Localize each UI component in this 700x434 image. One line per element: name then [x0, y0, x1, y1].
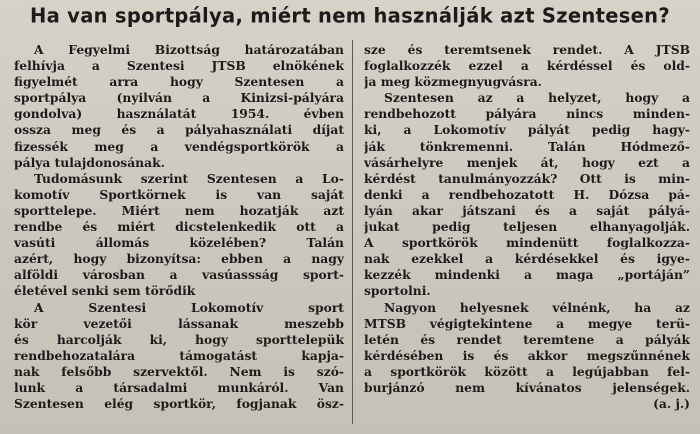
- text-line: kezzék mindenki a maga „portáján”: [364, 267, 690, 283]
- text-line: A sportkörök mindenütt foglalkozza-: [364, 235, 690, 251]
- text-line: nak felsőbb szervektől. Nem is szó-: [14, 363, 344, 379]
- column-divider: [352, 40, 353, 424]
- text-line: burjánzó nem kívánatos jelenségek.: [364, 379, 690, 395]
- text-line: sze és teremtsenek rendet. A JTSB: [364, 42, 690, 57]
- text-line: sporttelepe. Miért nem hozatják azt: [14, 202, 344, 218]
- text-line: rendbehozott pályára nincs minden-: [364, 106, 690, 122]
- text-line: A Szentesi Lokomotív sport: [34, 299, 344, 315]
- text-line: és harcolják ki, hogy sporttelepük: [14, 331, 344, 347]
- text-line: rendbe és miért dicstelenkedik ott a: [14, 219, 344, 235]
- text-line: azért, hogy bizonyítsa: ebben a nagy: [14, 251, 344, 267]
- text-line: rendbehozatalára támogatást kapja-: [14, 347, 344, 363]
- text-line: vásárhelyre menjek át, hogy ezt a: [364, 154, 690, 170]
- text-line: A Fegyelmi Bizottság határozatában: [34, 42, 344, 57]
- text-line: életével senki sem törődik: [14, 283, 196, 299]
- text-line: kör vezetői lássanak meszebb: [14, 315, 344, 331]
- text-line: komotív Sportkörnek is van saját: [14, 186, 344, 202]
- text-line: letén és rendet teremtene a pályák: [364, 331, 690, 347]
- text-line: lyán akar játszani és a saját pályá-: [364, 202, 690, 218]
- text-line: lunk a társadalmi munkáról. Van: [14, 379, 344, 395]
- text-line: denki a rendbehozatott H. Dózsa pá-: [364, 186, 690, 202]
- text-line: (a. j.): [653, 396, 690, 412]
- text-line: kérdést tanulmányozzák? Ott is min-: [364, 170, 690, 186]
- text-line: Szentesen az a helyzet, hogy a: [384, 90, 690, 106]
- text-line: vasúti állomás közelében? Talán: [14, 235, 344, 251]
- text-line: Szentesen elég sportkör, fogjanak ösz-: [14, 396, 344, 412]
- text-line: pálya tulajdonosának.: [14, 154, 165, 170]
- text-line: felhívja a Szentesi JTSB elnökének: [14, 58, 344, 74]
- text-line: sportpálya (nyilván a Kinizsi-pályára: [14, 90, 344, 106]
- text-line: fizessék meg a vendégsportkörök a: [14, 138, 344, 154]
- article-column-left: [14, 42, 344, 412]
- text-line: nak ezekkel a kérdésekkel és igye-: [364, 251, 690, 267]
- text-line: Tudomásunk szerint Szentesen a Lo-: [34, 170, 344, 186]
- text-line: ják tönkremenni. Talán Hódmező-: [364, 138, 690, 154]
- text-line: sportolni.: [364, 283, 431, 299]
- text-line: ossza meg és a pályahasználati díjat: [14, 122, 344, 138]
- text-line: kérdésében is és akkor megszűnnének: [364, 347, 690, 363]
- text-line: ja meg közmegnyugvásra.: [364, 74, 542, 90]
- text-line: figyelmét arra hogy Szentesen a: [14, 74, 344, 90]
- text-line: jukat pedig teljesen elhanyagolják.: [364, 219, 690, 235]
- text-line: MTSB végigtekintene a megye terü-: [364, 315, 690, 331]
- text-line: foglalkozzék ezzel a kérdéssel és old-: [364, 58, 690, 74]
- article-column-right: [364, 42, 690, 412]
- text-line: a sportkörök között a legújabban fel-: [364, 363, 690, 379]
- text-line: Nagyon helyesnek vélnénk, ha az: [384, 299, 690, 315]
- text-line: alföldi városban a vasúassság sport-: [14, 267, 344, 283]
- article-headline: Ha van sportpálya, miért nem használják azt Szentesen?: [30, 3, 670, 28]
- text-line: ki, a Lokomotív pályát pedig hagy-: [364, 122, 690, 138]
- text-line: gondolva) használatát 1954. évben: [14, 106, 344, 122]
